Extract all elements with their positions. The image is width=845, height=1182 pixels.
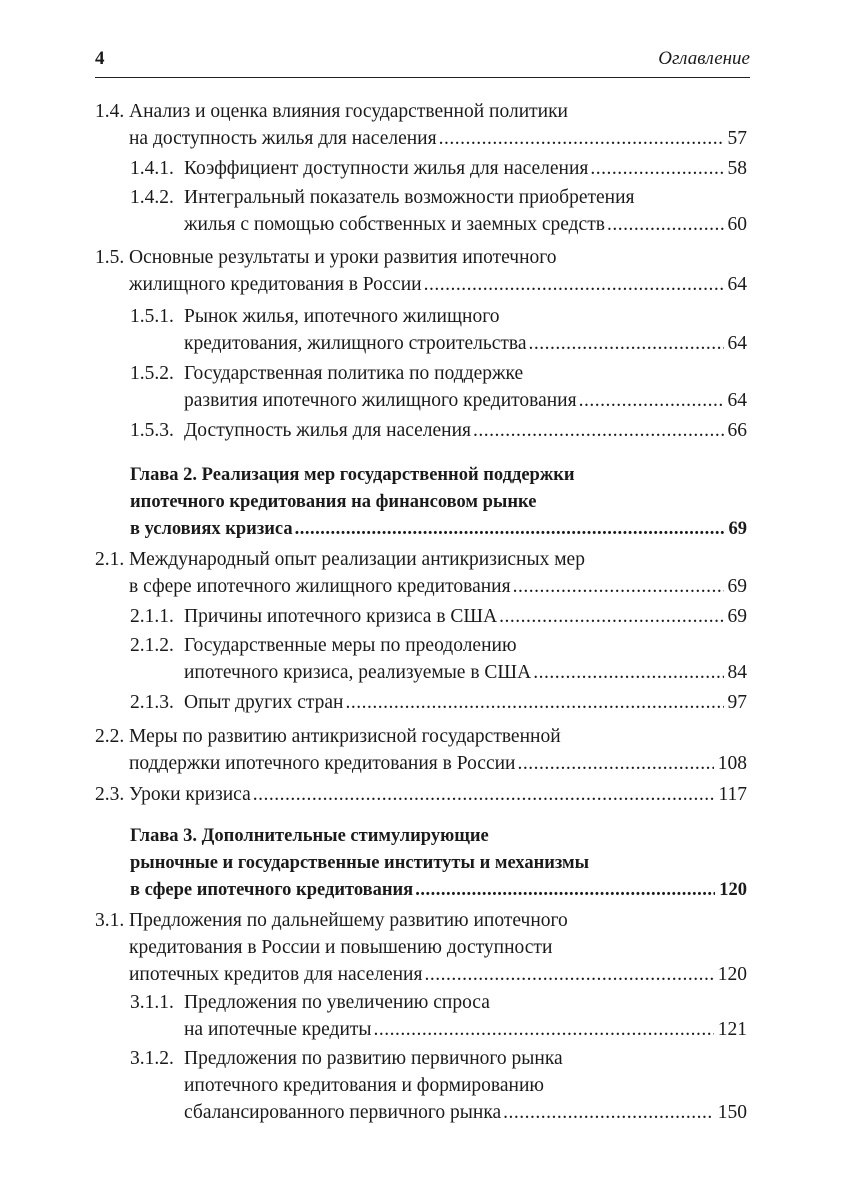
toc-entry-title: Государственная политика по поддержке (184, 363, 524, 384)
running-title: Оглавление (658, 48, 750, 69)
toc-entry-title: Международный опыт реализации антикризисных мер (129, 549, 585, 570)
toc-entry-title: Предложения по дальнейшему развитию ипотечного (129, 910, 568, 931)
toc-entry-title: ипотечных кредитов для населения (129, 964, 423, 985)
toc-entry-number: 1.4. (95, 101, 125, 122)
toc-entry-number: 1.5. (95, 247, 125, 268)
toc-entry-title: Меры по развитию антикризисной государственной (129, 726, 561, 747)
page-number: 4 (95, 48, 105, 69)
dot-leader (424, 961, 713, 988)
dot-leader (533, 659, 723, 686)
toc-entry[interactable] (95, 98, 747, 152)
toc-entry-title: кредитования в России и повышению доступности (129, 937, 553, 958)
dot-leader (590, 155, 723, 182)
toc-entry-number: 2.1.1. (130, 606, 174, 627)
toc-entry[interactable] (95, 417, 747, 444)
toc-entry-number: 1.5.1. (130, 306, 174, 327)
toc-page-number: 64 (727, 390, 747, 411)
toc-entry-number: 2.1.2. (130, 635, 174, 656)
dot-leader (607, 211, 724, 238)
toc-page-number: 69 (727, 576, 747, 597)
toc-entry-title: ипотечного кризиса, реализуемые в США (184, 662, 532, 683)
toc-entry-title: Анализ и оценка влияния государственной политики (129, 101, 568, 122)
header-rule (95, 77, 750, 78)
toc-entry-number: 1.4.1. (130, 158, 174, 179)
toc-entry[interactable] (95, 632, 747, 686)
dot-leader (513, 573, 724, 600)
toc-entry-title: ипотечного кредитования и формированию (184, 1075, 544, 1096)
dot-leader (473, 417, 724, 444)
toc-entry-title: жилищного кредитования в России (129, 274, 422, 295)
dot-leader (529, 330, 724, 357)
toc-entry-title: ипотечного кредитования на финансовом рынке (130, 492, 537, 512)
toc-page-number: 150 (717, 1102, 747, 1123)
toc-chapter[interactable] (95, 823, 747, 904)
dot-leader (503, 1099, 714, 1126)
dot-leader (253, 781, 715, 808)
toc-entry-title: Глава 2. Реализация мер государственной поддержки (130, 465, 575, 485)
dot-leader (346, 689, 724, 716)
toc-page-number: 121 (717, 1019, 747, 1040)
toc-page-number: 120 (717, 964, 747, 985)
toc-entry-title: поддержки ипотечного кредитования в России (129, 753, 516, 774)
toc-entry-number: 2.1.3. (130, 692, 174, 713)
toc-entry-title: в сфере ипотечного кредитования (130, 880, 414, 900)
toc-entry-title: Причины ипотечного кризиса в США (184, 606, 498, 627)
toc-entry-title: Опыт других стран (184, 692, 344, 713)
toc-entry-number: 3.1.2. (130, 1048, 174, 1069)
toc-entry-title: в сфере ипотечного жилищного кредитования (129, 576, 511, 597)
toc-entry-title: Предложения по развитию первичного рынка (184, 1048, 563, 1069)
toc-entry-title: рыночные и государственные институты и механизмы (130, 853, 590, 873)
toc-page-number: 64 (727, 274, 747, 295)
toc-entry-title: Глава 3. Дополнительные стимулирующие (130, 826, 489, 846)
toc-entry-title: Основные результаты и уроки развития ипотечного (129, 247, 557, 268)
toc-entry-number: 1.5.2. (130, 363, 174, 384)
toc-entry-number: 3.1. (95, 910, 125, 931)
toc-entry-title: на ипотечные кредиты (184, 1019, 372, 1040)
toc-page-number: 108 (717, 753, 747, 774)
toc-entry[interactable] (95, 603, 747, 630)
toc-entry-title: кредитования, жилищного строительства (184, 333, 527, 354)
toc-entry-title: Предложения по увеличению спроса (184, 992, 490, 1013)
dot-leader (415, 877, 715, 904)
toc-page-number: 66 (727, 420, 747, 441)
toc-page-number: 69 (728, 519, 747, 539)
toc-entry-title: в условиях кризиса (130, 519, 293, 539)
toc-entry-title: Уроки кризиса (129, 784, 251, 805)
toc-page-number: 120 (719, 880, 747, 900)
page-header (95, 44, 750, 78)
toc-entry[interactable] (95, 989, 747, 1043)
dot-leader (374, 1016, 714, 1043)
toc-entry-title: сбалансированного первичного рынка (184, 1102, 502, 1123)
toc-page-number: 97 (727, 692, 747, 713)
toc-page-number: 84 (727, 662, 747, 683)
dot-leader (579, 387, 724, 414)
toc-entry[interactable] (95, 184, 747, 238)
toc-entry[interactable] (95, 360, 747, 414)
toc-entry-title: жилья с помощью собственных и заемных средств (184, 214, 605, 235)
toc-entry-title: Интегральный показатель возможности приобретения (184, 187, 635, 208)
toc-page-number: 117 (718, 784, 747, 805)
toc-entry-number: 1.4.2. (130, 187, 174, 208)
toc-page-number: 57 (727, 128, 747, 149)
toc-entry-number: 2.2. (95, 726, 125, 747)
toc-page-number: 60 (727, 214, 747, 235)
toc-entry[interactable] (95, 546, 747, 600)
toc-entry-number: 2.3. (95, 784, 125, 805)
toc-page-number: 69 (727, 606, 747, 627)
dot-leader (424, 271, 724, 298)
toc-entry-number: 2.1. (95, 549, 125, 570)
toc-entry[interactable] (95, 689, 747, 716)
toc-entry[interactable] (95, 723, 747, 777)
toc-entry-title: развития ипотечного жилищного кредитования (184, 390, 577, 411)
toc-chapter[interactable] (95, 462, 747, 543)
toc-entry[interactable] (95, 155, 747, 182)
dot-leader (499, 603, 723, 630)
toc-entry[interactable] (95, 781, 747, 808)
toc-entry-number: 3.1.1. (130, 992, 174, 1013)
toc-entry[interactable] (95, 907, 747, 988)
toc-entry[interactable] (95, 303, 747, 357)
toc-page-number: 64 (727, 333, 747, 354)
toc-entry-title: Государственные меры по преодолению (184, 635, 517, 656)
dot-leader (295, 516, 725, 543)
toc-entry-title: Доступность жилья для населения (184, 420, 471, 441)
toc-page-number: 58 (727, 158, 747, 179)
dot-leader (439, 125, 724, 152)
toc-entry-title: Рынок жилья, ипотечного жилищного (184, 306, 500, 327)
toc-entry-number: 1.5.3. (130, 420, 174, 441)
toc-entry[interactable] (95, 244, 747, 298)
toc-entry-title: Коэффициент доступности жилья для населения (184, 158, 589, 179)
toc-entry-title: на доступность жилья для населения (129, 128, 437, 149)
dot-leader (518, 750, 714, 777)
toc-entry[interactable] (95, 1045, 747, 1126)
